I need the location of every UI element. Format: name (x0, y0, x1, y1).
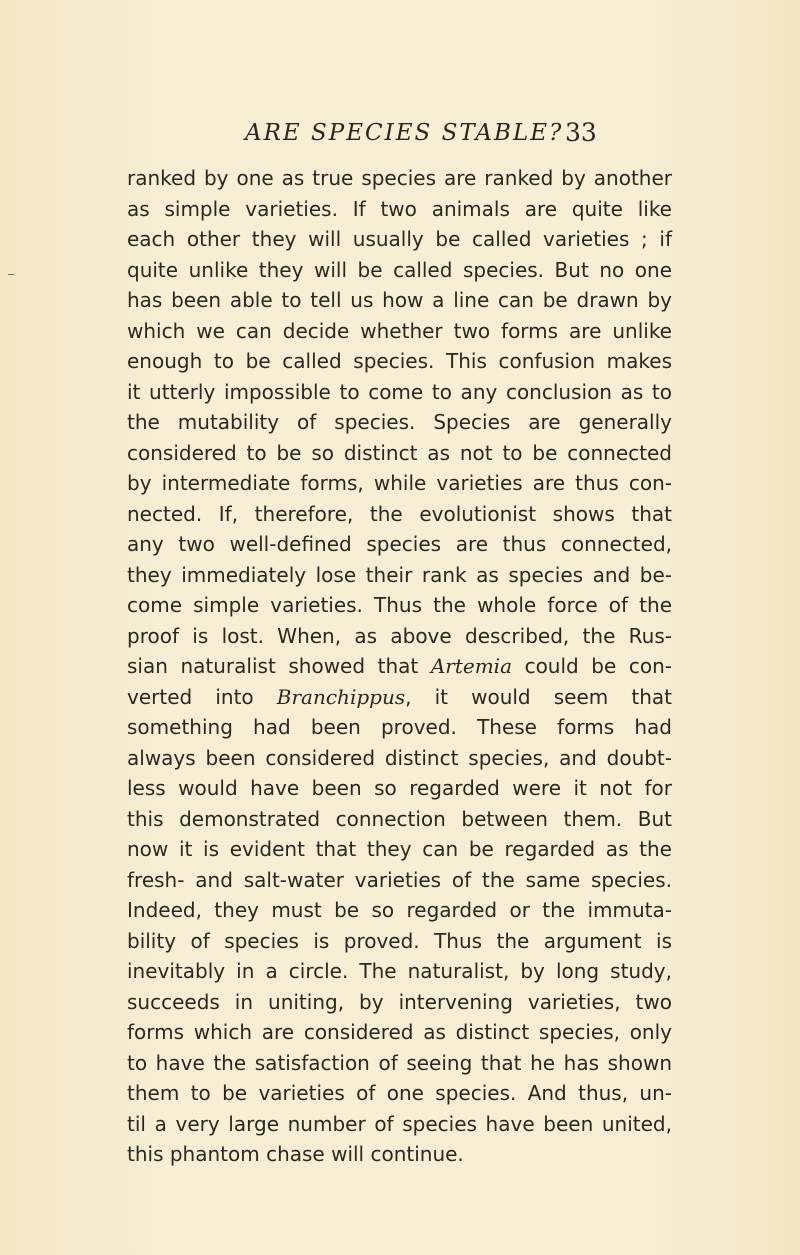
margin-mark (8, 274, 14, 275)
text-line: enough to be called species. This confusion makes (127, 349, 672, 373)
italic-term-branchippus: Branchippus (276, 684, 406, 709)
body-paragraph (127, 163, 672, 1170)
text-line: each other they will usually be called varieties ; if (127, 227, 672, 251)
text-line-with-italic (127, 682, 672, 713)
text-line: this phantom chase will continue. (127, 1142, 464, 1166)
text-line: now it is evident that they can be regarded as the (127, 837, 672, 861)
text-line: bility of species is proved. Thus the argument is (127, 928, 672, 953)
text-line: has been able to tell us how a line can be drawn by (127, 288, 672, 312)
text-line-with-italic (127, 651, 672, 682)
text-line: Indeed, they must be so regarded or the immuta- (127, 898, 672, 922)
text-line: ranked by one as true species are ranked by another (127, 166, 672, 190)
text-line: this demonstrated connection between them. But (127, 806, 672, 831)
text-line: as simple varieties. If two animals are quite like (127, 196, 672, 221)
text-line: it utterly impossible to come to any conclusion as to (127, 379, 672, 404)
text-line: by intermediate forms, while varieties are thus con- (127, 471, 672, 495)
text-line: they immediately lose their rank as species and be- (127, 562, 672, 587)
text-line: quite unlike they will be called species. But no one (127, 257, 672, 282)
text-segment: could be con- (524, 654, 673, 678)
text-segment: , it would seem that (405, 684, 673, 709)
text-segment: verted into (127, 684, 254, 709)
text-line: forms which are considered as distinct species, only (127, 1020, 672, 1044)
text-line: any two well-defined species are thus connected, (127, 532, 672, 556)
text-line: til a very large number of species have been united, (127, 1111, 672, 1136)
text-line: which we can decide whether two forms are unlike (127, 318, 672, 343)
text-line: proof is lost. When, as above described, the Rus- (127, 623, 672, 648)
text-line: them to be varieties of one species. And thus, un- (127, 1081, 672, 1105)
text-line: the mutability of species. Species are generally (127, 410, 672, 434)
text-line: fresh- and salt-water varieties of the same species. (127, 867, 672, 892)
text-line: considered to be so distinct as not to be connected (127, 440, 672, 465)
text-line: always been considered distinct species, and doubt- (127, 745, 672, 770)
text-segment: sian naturalist showed that (127, 654, 419, 678)
text-line: come simple varieties. Thus the whole force of the (127, 593, 672, 617)
text-line: something had been proved. These forms had (127, 715, 672, 739)
text-line: inevitably in a circle. The naturalist, by long study, (127, 959, 672, 983)
running-title: ARE SPECIES STABLE? (245, 120, 564, 146)
italic-term-artemia: Artemia (430, 654, 512, 678)
text-line: succeeds in uniting, by intervening varieties, two (127, 989, 672, 1014)
text-line: to have the satisfaction of seeing that he has shown (127, 1050, 672, 1075)
page-number: 33 (565, 118, 597, 147)
text-line: less would have been so regarded were it not for (127, 776, 672, 800)
text-line: nected. If, therefore, the evolutionist shows that (127, 501, 672, 526)
